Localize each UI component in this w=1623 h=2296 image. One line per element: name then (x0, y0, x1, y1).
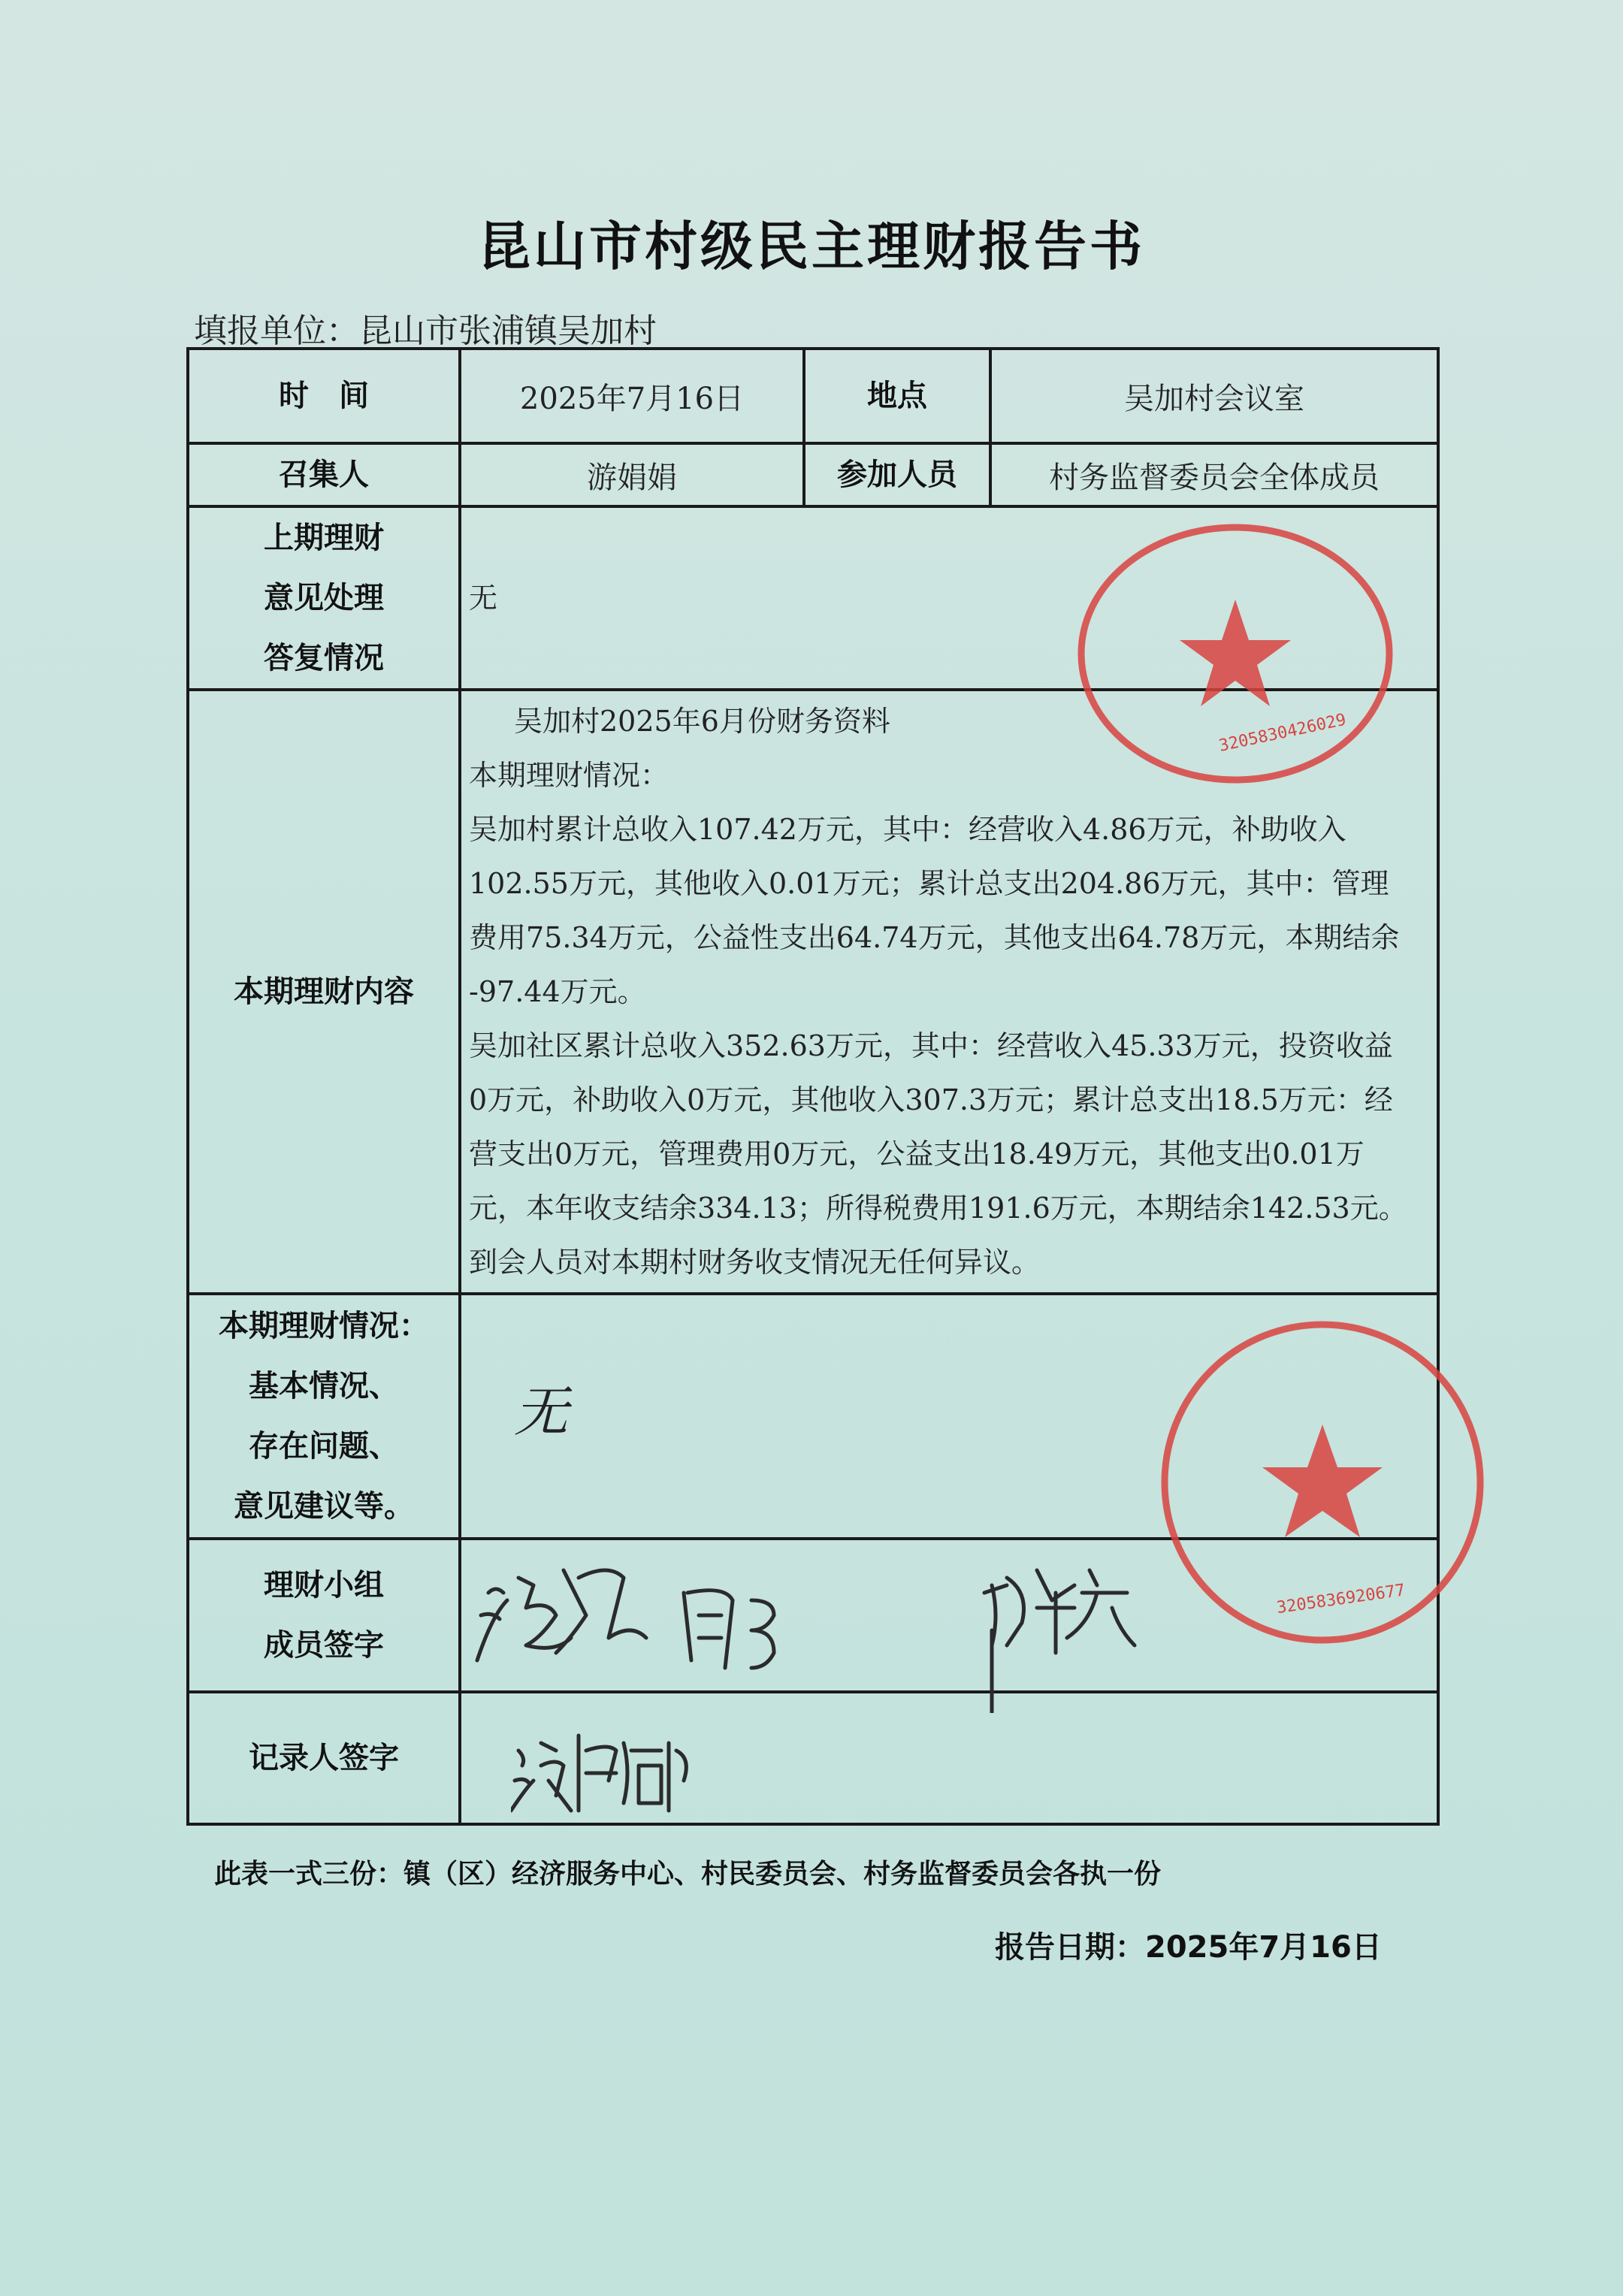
content-line: 102.55万元，其他收入0.01万元；累计总支出204.86万元，其中：管理 (469, 867, 1389, 900)
seal-code: 3205836920677 (1275, 1581, 1407, 1618)
content-line: 本期理财情况： (469, 759, 669, 792)
footer-note: 此表一式三份：镇（区）经济服务中心、村民委员会、村务监督委员会各执一份 (214, 1859, 1162, 1890)
previous-opinion-text: 无 (469, 582, 498, 615)
previous-opinion-label-line: 意见处理 (264, 581, 384, 615)
situation-label-line: 基本情况、 (249, 1369, 399, 1403)
participants-label: 参加人员 (804, 443, 990, 506)
participants-value: 村务监督委员会全体成员 (990, 443, 1438, 506)
star-icon (1180, 600, 1291, 706)
previous-opinion-label-line: 上期理财 (264, 521, 384, 555)
situation-label-line: 存在问题、 (249, 1429, 399, 1464)
star-icon (1262, 1424, 1383, 1537)
content-line: 吴加村累计总收入107.42万元，其中：经营收入4.86万元，补助收入 (469, 813, 1346, 846)
place-value: 吴加村会议室 (990, 349, 1438, 443)
situation-label-line: 意见建议等。 (234, 1489, 414, 1524)
previous-opinion-label (188, 506, 460, 690)
convener-label: 召集人 (188, 443, 460, 506)
villagers-committee-seal (1150, 1313, 1495, 1651)
reporting-unit: 填报单位：昆山市张浦镇吴加村 (194, 312, 657, 350)
situation-label (188, 1294, 460, 1539)
report-date: 报告日期：2025年7月16日 (995, 1930, 1382, 1965)
convener-value: 游娟娟 (460, 443, 804, 506)
content-line: 营支出0万元，管理费用0万元，公益支出18.49万元，其他支出0.01万 (469, 1137, 1365, 1171)
content-line: 吴加村2025年6月份财务资料 (514, 705, 890, 738)
group-signature-label-line: 成员签字 (264, 1628, 384, 1663)
content-line: 到会人员对本期村财务收支情况无任何异议。 (469, 1246, 1041, 1279)
seal-code: 3205830426029 (1217, 710, 1348, 756)
recorder-signature-label: 记录人签字 (188, 1692, 460, 1824)
group-signature-label-line: 理财小组 (264, 1568, 384, 1603)
group-signature-label (188, 1539, 460, 1692)
content-label: 本期理财内容 (188, 690, 460, 1294)
previous-opinion-label-line: 答复情况 (264, 641, 384, 675)
document-title: 昆山市村级民主理财报告书 (478, 216, 1145, 277)
recorder-signature (511, 1728, 706, 1818)
place-label: 地点 (804, 349, 990, 443)
content-line: 0万元，补助收入0万元，其他收入307.3万元；累计总支出18.5万元：经 (469, 1083, 1393, 1116)
situation-handwritten: 无 (514, 1380, 569, 1443)
situation-label-line: 本期理财情况： (219, 1309, 429, 1343)
content-line: 元，本年收支结余334.13；所得税费用191.6万元，本期结余142.53元。 (469, 1192, 1407, 1225)
content-line: 费用75.34万元，公益性支出64.74万元，其他支出64.78万元，本期结余 (469, 921, 1400, 954)
group-signatures (466, 1548, 1187, 1713)
content-line: 吴加社区累计总收入352.63万元，其中：经营收入45.33万元，投资收益 (469, 1029, 1393, 1062)
time-label: 时 间 (188, 349, 460, 443)
content-line: -97.44万元。 (469, 975, 646, 1008)
time-value: 2025年7月16日 (460, 349, 804, 443)
supervision-committee-seal (1070, 511, 1401, 796)
